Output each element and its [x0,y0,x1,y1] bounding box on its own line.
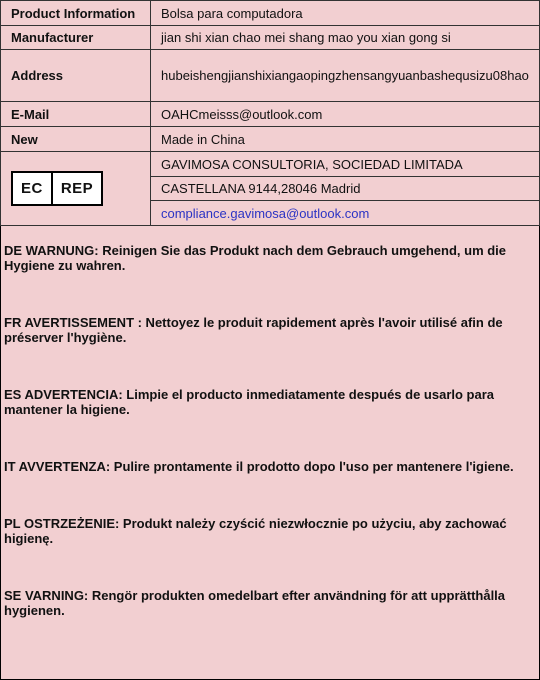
product-label: Product Information [1,1,151,26]
email-label: E-Mail [1,102,151,127]
warnings-section [1,226,539,618]
address-label: Address [1,50,151,102]
rep-company: GAVIMOSA CONSULTORIA, SOCIEDAD LIMITADA [151,152,540,177]
new-value: Made in China [151,127,540,152]
row-rep-company [1,152,540,177]
ec-mark: EC [21,180,43,197]
warning-de: DE WARNUNG: Reinigen Sie das Produkt nach dem Gebrauch umgehend, um die Hygiene zu wahren. [4,243,507,273]
manufacturer-label: Manufacturer [1,26,151,50]
new-label: New [1,127,151,152]
row-new [1,127,540,152]
warning-se: SE VARNING: Rengör produkten omedelbart efter användning för att upprätthålla hygienen. [4,588,506,618]
row-address [1,50,540,102]
row-manufacturer [1,26,540,50]
rep-email-link[interactable]: compliance.gavimosa@outlook.com [151,201,540,226]
product-info-table [0,0,540,226]
manufacturer-value: jian shi xian chao mei shang mao you xian gong si [151,26,540,50]
row-email [1,102,540,127]
warning-pl: PL OSTRZEŻENIE: Produkt należy czyścić niezwłocznie po użyciu, aby zachować higienę. [4,516,507,546]
email-value: OAHCmeisss@outlook.com [151,102,540,127]
warning-fr: FR AVERTISSEMENT : Nettoyez le produit rapidement après l'avoir utilisé afin de préserver l'hygiène. [4,315,503,345]
warning-it: IT AVVERTENZA: Pulire prontamente il prodotto dopo l'uso per mantenere l'igiene. [4,459,514,474]
address-value: hubeishengjianshixiangaopingzhensangyuanbashequsizu08hao [151,50,540,102]
rep-address: CASTELLANA 9144,28046 Madrid [151,177,540,201]
warning-es: ES ADVERTENCIA: Limpie el producto inmediatamente después de usarlo para mantener la higiene. [4,387,495,417]
ec-rep-cell [1,152,151,226]
ec-rep-logo [11,171,103,206]
product-value: Bolsa para computadora [151,1,540,26]
row-product [1,1,540,26]
rep-mark: REP [51,173,101,204]
